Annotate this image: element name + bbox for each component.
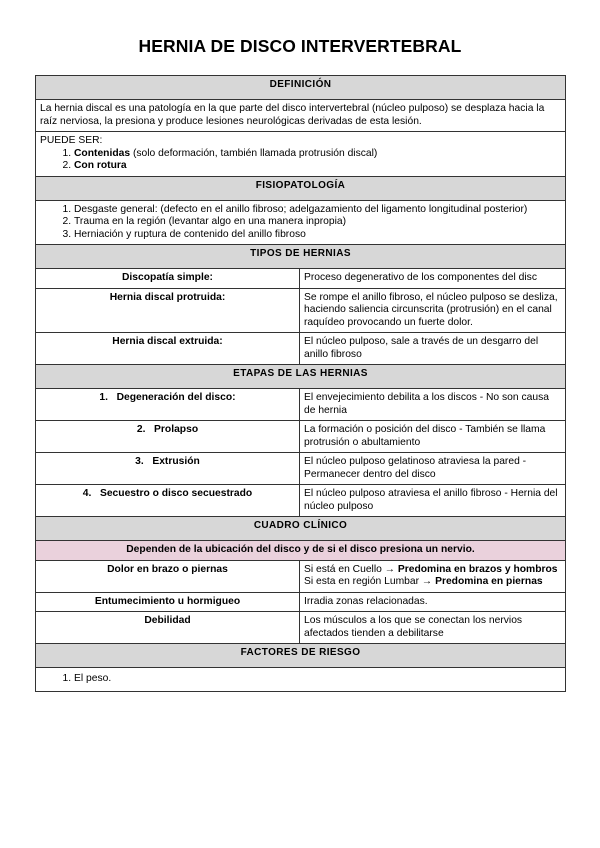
row-label: Hernia discal extruida: — [36, 333, 300, 365]
table-row — [36, 333, 566, 365]
section-header-etapas: ETAPAS DE LAS HERNIAS — [36, 365, 566, 389]
section-header-definicion: DEFINICIÓN — [36, 76, 566, 100]
row-label: Entumecimiento u hormigueo — [36, 592, 300, 612]
row-value: El envejecimiento debilita a los discos - No son causa de hernia — [300, 389, 566, 421]
table-row — [36, 269, 566, 289]
table-row — [36, 389, 566, 421]
table-row — [36, 288, 566, 333]
row-label: Discopatía simple: — [36, 269, 300, 289]
table-row — [36, 453, 566, 485]
content-table — [35, 75, 566, 692]
row-label: 4. Secuestro o disco secuestrado — [36, 485, 300, 517]
list-item-text: (solo deformación, también llamada protrusión discal) — [130, 147, 378, 159]
row-label: 1. Degeneración del disco: — [36, 389, 300, 421]
row-value: Los músculos a los que se conectan los nervios afectados tienden a debilitarse — [300, 612, 566, 644]
section-header-fisiopatologia: FISIOPATOLOGÍA — [36, 176, 566, 200]
dolor-cuello-text: Si está en Cuello → — [304, 563, 398, 575]
row-label: Debilidad — [36, 612, 300, 644]
row-value: Irradia zonas relacionadas. — [300, 592, 566, 612]
table-row — [36, 592, 566, 612]
list-item — [74, 148, 561, 161]
puede-ser-cell — [36, 132, 566, 177]
table-row — [36, 560, 566, 592]
list-item-bold: Contenidas — [74, 147, 131, 159]
row-value: El núcleo pulposo gelatinoso atraviesa la pared - Permanecer dentro del disco — [300, 453, 566, 485]
section-header-factores: FACTORES DE RIESGO — [36, 644, 566, 668]
list-item — [74, 160, 561, 173]
row-value — [300, 560, 566, 592]
section-header-tipos: TIPOS DE HERNIAS — [36, 245, 566, 269]
definicion-text: La hernia discal es una patología en la que parte del disco intervertebral (núcleo pulposo) se desplaza hacia la raíz nerviosa, la presiona y produce lesiones neurológicas derivadas de esta lesión. — [36, 100, 566, 132]
row-value: Se rompe el anillo fibroso, el núcleo pulposo se desliza, haciendo saliencia circunscrita (protrusión) en el canal raquídeo provocando un fuerte dolor. — [300, 288, 566, 333]
dolor-line-cuello — [304, 564, 561, 577]
puede-ser-list — [40, 148, 561, 173]
row-value: Proceso degenerativo de los componentes del disc — [300, 269, 566, 289]
dolor-lumbar-bold: Predomina en piernas — [435, 576, 543, 587]
list-item: 3. Herniación y ruptura de contenido del anillo fibroso — [74, 229, 561, 242]
row-label: 3. Extrusión — [36, 453, 300, 485]
section-header-cuadro: CUADRO CLÍNICO — [36, 517, 566, 541]
list-item-bold: Con rotura — [74, 160, 127, 171]
table-row — [36, 612, 566, 644]
row-label: 2. Prolapso — [36, 421, 300, 453]
fisiopatologia-cell — [36, 200, 566, 245]
row-label: Dolor en brazo o piernas — [36, 560, 300, 592]
dolor-lumbar-text: Si esta en región Lumbar → — [304, 576, 436, 587]
row-value: La formación o posición del disco - También se llama protrusión o abultamiento — [300, 421, 566, 453]
factores-list — [40, 673, 561, 686]
row-value: El núcleo pulposo atraviesa el anillo fibroso - Hernia del núcleo pulposo — [300, 485, 566, 517]
row-value: El núcleo pulposo, sale a través de un desgarro del anillo fibroso — [300, 333, 566, 365]
factores-cell — [36, 668, 566, 692]
table-row — [36, 485, 566, 517]
dolor-cuello-bold: Predomina en brazos y hombros — [397, 563, 558, 575]
row-label: Hernia discal protruida: — [36, 288, 300, 333]
list-item: 1. El peso. — [74, 673, 561, 686]
page-title: HERNIA DE DISCO INTERVERTEBRAL — [138, 36, 462, 56]
list-item: 2. Trauma en la región (levantar algo en una manera inpropia) — [74, 216, 561, 229]
table-row — [36, 421, 566, 453]
puede-ser-label: PUEDE SER: — [40, 135, 103, 146]
dolor-line-lumbar — [304, 576, 561, 589]
cuadro-subheader: Dependen de la ubicación del disco y de si el disco presiona un nervio. — [36, 541, 566, 561]
fisiopatologia-list — [40, 204, 561, 242]
list-item: 1. Desgaste general: (defecto en el anillo fibroso; adelgazamiento del ligamento longitudinal posterior) — [74, 204, 561, 217]
